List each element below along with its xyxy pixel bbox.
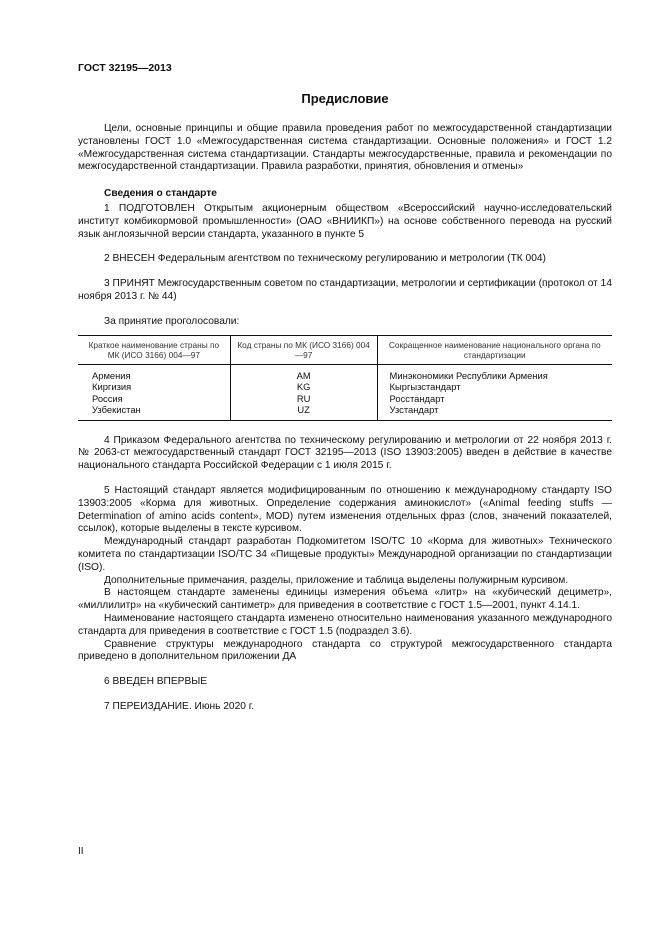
item-4-order: 4 Приказом Федерального агентства по техническому регулированию и метрологии от 22 ноября 2013 г. № 2063-ст межгосударственный стандарт ГОСТ 32195—2013 (ISO 13903:2005) введен в действие в качестве национального стандарта Российской Федерации с 1 июля 2015 г. bbox=[78, 434, 612, 472]
voting-table-container bbox=[78, 335, 612, 421]
national-body: Узстандарт bbox=[377, 404, 612, 420]
item-3-adopted: 3 ПРИНЯТ Межгосударственным советом по стандартизации, метрологии и сертификации (протокол от 14 ноября 2013 г. № 44) bbox=[78, 278, 612, 302]
item-5-paragraph-3: Дополнительные примечания, разделы, приложение и таблица выделены полужирным курсивом. bbox=[104, 574, 569, 586]
country-name: Армения bbox=[92, 369, 131, 381]
country-code: KG bbox=[230, 381, 377, 393]
country-code: RU bbox=[230, 393, 377, 405]
voting-table bbox=[78, 335, 612, 421]
table-row bbox=[78, 404, 612, 420]
item-7-reissue: 7 ПЕРЕИЗДАНИЕ. Июнь 2020 г. bbox=[104, 700, 255, 712]
country-code: AM bbox=[230, 364, 377, 381]
item-2-submitted: 2 ВНЕСЕН Федеральным агентством по техническому регулированию и метрологии (ТК 004) bbox=[104, 253, 546, 265]
country-code: UZ bbox=[230, 404, 377, 420]
country-name: Россия bbox=[92, 392, 123, 404]
table-row bbox=[78, 393, 612, 405]
item-5-paragraph-2: Международный стандарт разработан Подкомитетом ISO/TC 10 «Корма для животных» Технического комитета по стандартизации ISO/TC 34 «Пищевые продукты» Международной организации по стандартизации (ISO). bbox=[78, 536, 612, 573]
country-name: Киргизия bbox=[92, 381, 132, 393]
national-body: Минэкономики Республики Армения bbox=[377, 364, 612, 381]
document-body bbox=[78, 123, 612, 726]
table-header-row bbox=[78, 335, 612, 364]
document-page bbox=[78, 0, 612, 935]
item-5-paragraph-5: Наименование настоящего стандарта изменено относительно наименования указанного международного стандарта для приведения в соответствие с ГОСТ 1.5 (подраздел 3.6). bbox=[78, 612, 612, 637]
item-1-prepared: 1 ПОДГОТОВЛЕН Открытым акционерным обществом «Всероссийский научно-исследовательский институт комбикормовой промышленности» (ОАО «ВНИИКП») на основе собственного перевода на русский язык англоязычной версии стандарта, указанного в пункте 5 bbox=[78, 202, 612, 240]
table-row bbox=[78, 364, 612, 381]
page-number: II bbox=[78, 846, 84, 857]
item-5-paragraph-4: В настоящем стандарте заменены единицы измерения объема «литр» на «кубический дециметр», «миллилитр» на «кубический сантиметр» для приведения в соответствие с ГОСТ 1.5—2001, пункт 4.14.1. bbox=[78, 587, 612, 612]
header-country-code: Код страны по МК (ИСО 3166) 004—97 bbox=[230, 335, 377, 364]
national-body: Кыргызстандарт bbox=[377, 381, 612, 393]
country-name: Узбекистан bbox=[78, 404, 230, 420]
header-national-body: Сокращенное наименование национального органа по стандартизации bbox=[377, 335, 612, 364]
page-title: Предисловие bbox=[301, 91, 389, 106]
item-6-introduced: 6 ВВЕДЕН ВПЕРВЫЕ bbox=[104, 676, 208, 688]
item-5-paragraph-1: 5 Настоящий стандарт является модифицированным по отношению к международному стандарту ISO 13903:2005 «Корма для животных. Определение содержания аминокислот» («Animal feeding stuffs — Determination of amino acids content», MOD) путем изменения отдельных фраз (слов, значений показателей, ссылок), которые выделены в тексте курсивом. bbox=[78, 484, 612, 535]
item-5-paragraph-6: Сравнение структуры международного стандарта со структурой межгосударственного стандарта приведено в дополнительном приложении ДА bbox=[78, 638, 612, 663]
table-row bbox=[78, 381, 612, 393]
about-standard-heading: Сведения о стандарте bbox=[104, 188, 217, 200]
gost-identifier: ГОСТ 32195—2013 bbox=[78, 62, 172, 74]
national-body: Росстандарт bbox=[377, 393, 612, 405]
header-country-name: Краткое наименование страны по МК (ИСО 3166) 004—97 bbox=[78, 335, 230, 364]
voted-label: За принятие проголосовали: bbox=[104, 315, 240, 327]
preface-paragraph: Цели, основные принципы и общие правила проведения работ по межгосударственной стандартизации установлены ГОСТ 1.0 «Межгосударственная система стандартизации. Основные положения» и ГОСТ 1.2 «Межгосударственная система стандартизации. Стандарты межгосударственные, правила и рекомендации по межгосударственной стандартизации. Правила разработки, принятия, обновления и отмены» bbox=[78, 123, 612, 173]
